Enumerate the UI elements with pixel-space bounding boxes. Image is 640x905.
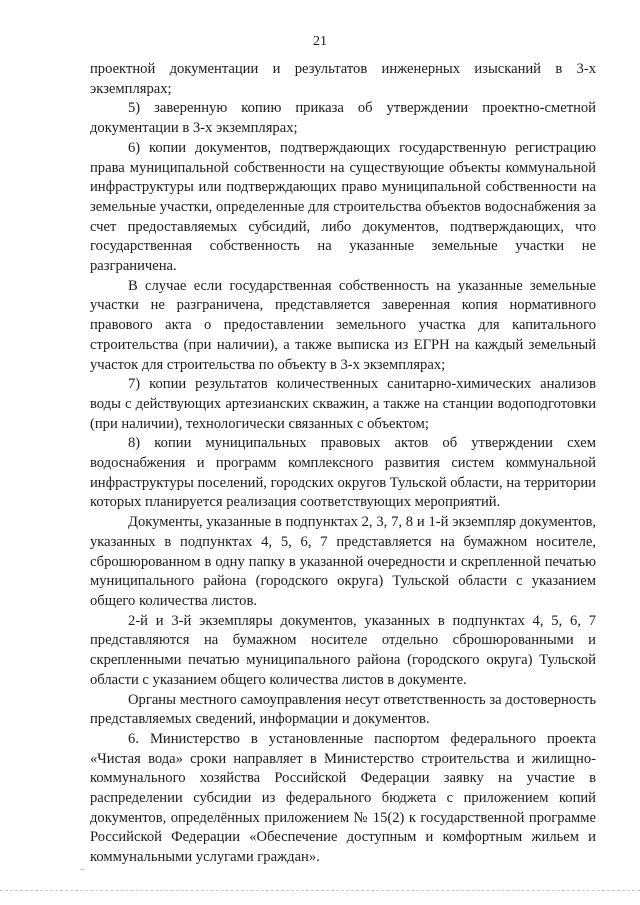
paragraph-item-7: 7) копии результатов количественных санитарно-химических анализов воды с действующих артезианских скважин, а также на станции водоподготовки (при наличии), технологически связанных с объектом; [90, 376, 596, 432]
paragraph-responsibility: Органы местного самоуправления несут ответственность за достоверность представляемых сведений, информации и документов. [90, 691, 596, 728]
paragraph-continuation: проектной документации и результатов инженерных изысканий в 3-х экземплярах; [90, 61, 596, 97]
footer-mark: .. [80, 862, 85, 873]
paragraph-item-6-ministry: 6. Министерство в установленные паспортом федерального проекта «Чистая вода» сроки направляет в Министерство строительства и жилищно-коммунального хозяйства Российской Федерации заявку на участие в распределении субсидии из федерального бюджета с приложением копий документов, определённых приложением № 15(2) к государственной программе Российской Федерации «Обеспечение доступным и комфортным жильем и коммунальными услугами граждан». [90, 730, 596, 866]
paragraph-documents-second-third-copy: 2-й и 3-й экземпляры документов, указанных в подпунктах 4, 5, 6, 7 представляются на бумажном носителе отдельно сброшюрованными и скрепленными печатью муниципального района (городского округа) Тульской области с указанием общего количества листов в документе. [90, 612, 596, 688]
paragraph-item-8: 8) копии муниципальных правовых актов об утверждении схем водоснабжения и программ комплексного развития систем коммунальной инфраструктуры поселений, городских округов Тульской области, на территории которых планируется реализация соответствующих мероприятий. [90, 435, 596, 511]
page-number: 21 [313, 34, 327, 49]
document-body [90, 60, 596, 868]
paragraph-documents-first-copy: Документы, указанные в подпунктах 2, 3, 7, 8 и 1-й экземпляр документов, указанных в подпунктах 4, 5, 6, 7 представляется на бумажном носителе, сброшюрованном в одну папку в указанной очередности и скрепленной печатью муниципального района (городского округа) Тульской области с указанием общего количества листов. [90, 514, 596, 609]
paragraph-item-5: 5) заверенную копию приказа об утверждении проектно-сметной документации в 3-х экземплярах; [90, 100, 596, 137]
paragraph-land-not-delimited: В случае если государственная собственность на указанные земельные участки не разграничена, представляется заверенная копия нормативного правового акта о предоставлении земельного участка для капитального строительства (при наличии), а также выписка из ЕГРН на каждый земельный участок для строительства по объекту в 3-х экземплярах; [90, 277, 596, 373]
scan-edge-line [0, 890, 640, 892]
paragraph-item-6: 6) копии документов, подтверждающих государственную регистрацию права муниципальной собственности на существующие объекты коммунальной инфраструктуры или подтверждающих право муниципальной собственности на земельные участки, определенные для строительства объектов водоснабжения за счет предоставляемых субсидий, либо документов, подтверждающих, что государственная собственность на указанные земельные участки не разграничена. [90, 139, 596, 275]
